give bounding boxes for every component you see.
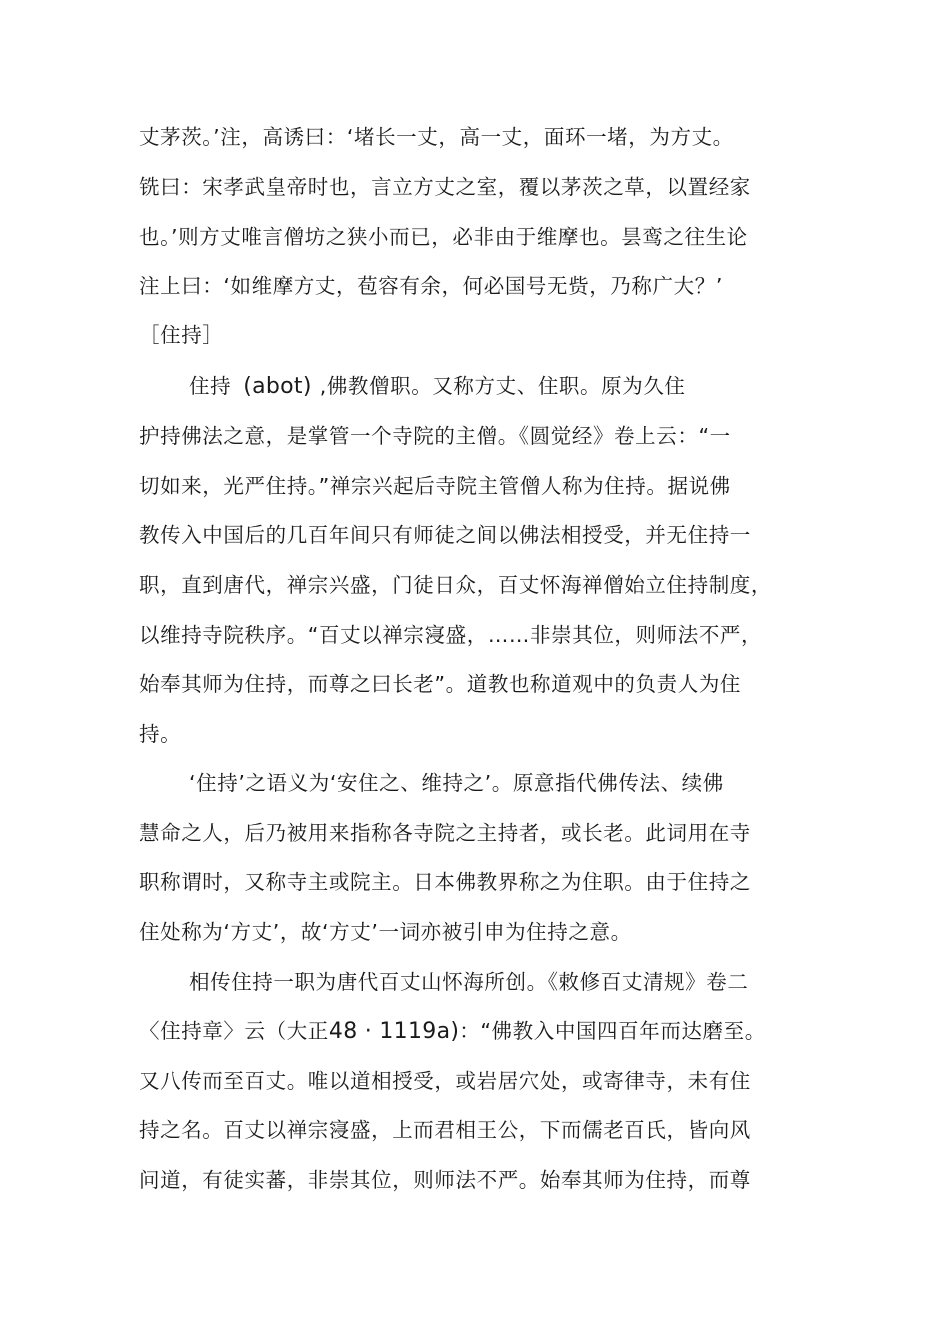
term-zhuchi: 住持	[189, 374, 232, 398]
latin-term: (abot)	[243, 374, 312, 399]
section-heading: ［住持］	[139, 323, 224, 347]
text-line-16: 住处称为‘方丈’，故‘方丈’一词亦被引申为住持之意。	[139, 920, 632, 944]
text-line-8: 教传入中国后的几百年间只有师徒之间以佛法相授受，并无住持一	[139, 523, 751, 547]
text-line-2: 铣曰：宋孝武皇帝时也，言立方丈之室，覆以茅茨之草，以置经家	[139, 175, 751, 199]
citation-line	[139, 1018, 766, 1045]
paragraph-1-line-1-rest: ,佛教僧职。又称方丈、住职。原为久住	[319, 374, 686, 398]
text-line-14: 慧命之人，后乃被用来指称各寺院之主持者，或长老。此词用在寺	[139, 821, 751, 845]
paragraph-1-first-line	[189, 373, 686, 400]
citation-prefix: 〈住持章〉云（大正	[139, 1019, 329, 1043]
text-line-10: 以维持寺院秩序。“百丈以禅宗寖盛，……非崇其位，则师法不严，	[139, 623, 763, 647]
text-line-1: 丈茅茨。’注，高诱曰：‘堵长一丈，高一丈，面环一堵，为方丈。	[139, 125, 734, 149]
text-line-19: 又八传而至百丈。唯以道相授受，或岩居穴处，或寄律寺，未有住	[139, 1069, 751, 1093]
text-line-4: 注上曰：‘如维摩方丈，苞容有余，何必国号无赀，乃称广大？’	[139, 274, 723, 298]
text-line-21: 问道，有徒实蕃，非崇其位，则师法不严。始奉其师为住持，而尊	[139, 1168, 751, 1192]
text-line-3: 也。’则方丈唯言僧坊之狭小而已，必非由于维摩也。昙鸾之往生论	[139, 225, 748, 249]
text-line-20: 持之名。百丈以禅宗寖盛，上而君相王公，下而儒老百氏，皆向风	[139, 1118, 751, 1142]
paragraph-3-first-line: 相传住持一职为唐代百丈山怀海所创。《敕修百丈清规》卷二	[189, 970, 749, 994]
text-line-11: 始奉其师为住持，而尊之曰长老”。道教也称道观中的负责人为住	[139, 672, 742, 696]
text-line-6: 护持佛法之意，是掌管一个寺院的主僧。《圆觉经》卷上云：“一	[139, 424, 731, 448]
text-line-15: 职称谓时，又称寺主或院主。日本佛教界称之为住职。由于住持之	[139, 870, 751, 894]
paragraph-2-first-line: ‘住持’之语义为‘安住之、维持之’。原意指代佛传法、续佛	[189, 771, 724, 795]
text-line-7: 切如来，光严住持。”禅宗兴起后寺院主管僧人称为住持。据说佛	[139, 474, 731, 498]
citation-reference: 48 · 1119a)	[328, 1019, 460, 1044]
text-line-9: 职，直到唐代，禅宗兴盛，门徒日众，百丈怀海禅僧始立住持制度，	[139, 573, 772, 597]
text-line-12: 持。	[139, 722, 182, 746]
citation-quote-start: ：“佛教入中国四百年而达磨至。	[459, 1019, 766, 1043]
